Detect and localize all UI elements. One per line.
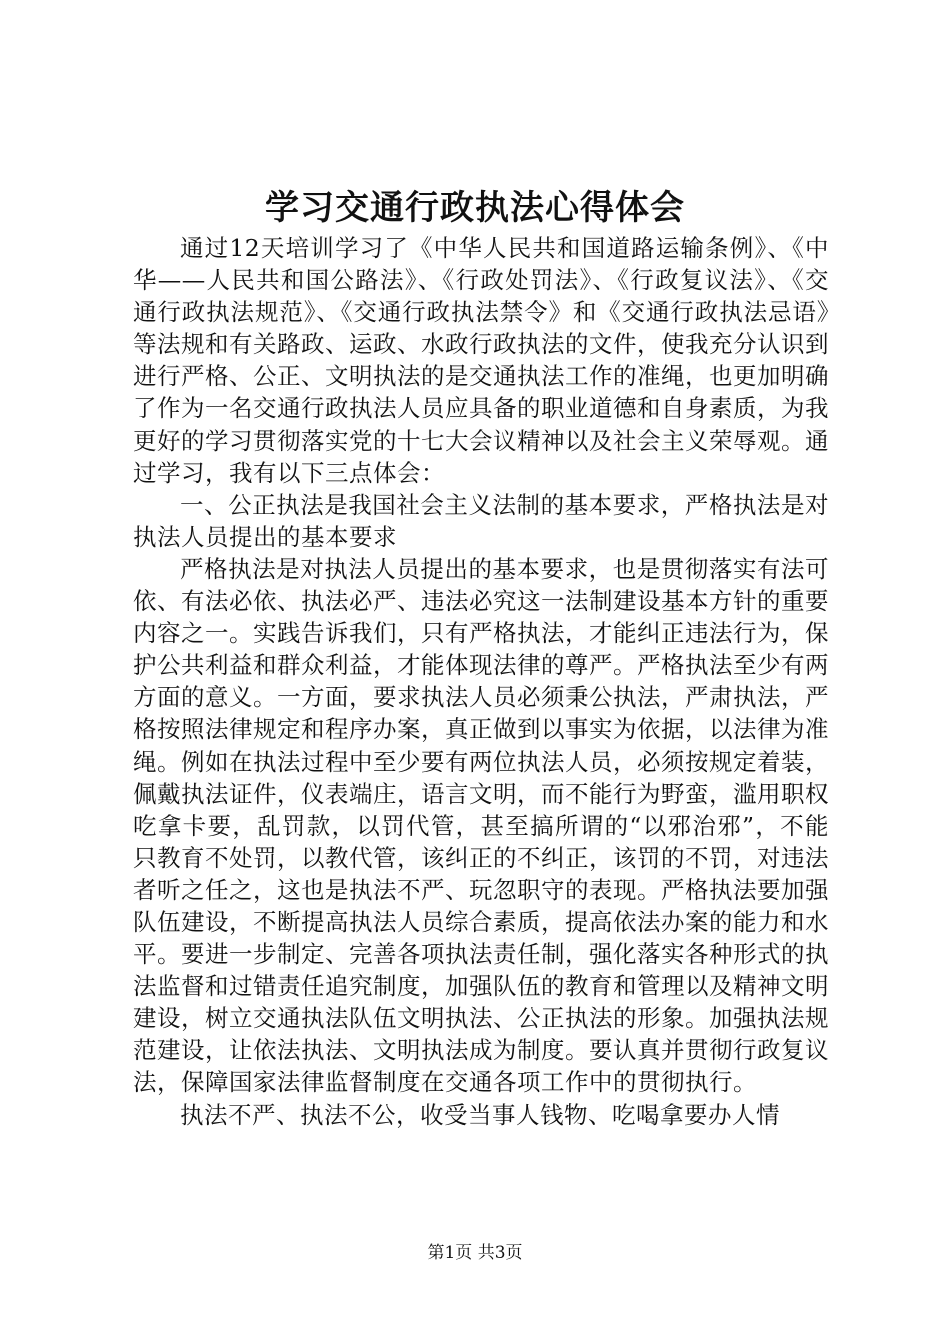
paragraph-heading-one: 一、公正执法是我国社会主义法制的基本要求，严格执法是对执法人员提出的基本要求 (133, 490, 829, 551)
paragraph-continuation: 执法不严、执法不公，收受当事人钱物、吃喝拿要办人情 (180, 1100, 780, 1129)
document-title: 学习交通行政执法心得体会 (265, 188, 685, 228)
paragraph-intro: 通过12天培训学习了《中华人民共和国道路运输条例》、《中华——人民共和国公路法》、《行政处罚法》、《行政复议法》、《交通行政执法规范》、《交通行政执法禁令》和《交通行政执法忌语》等法规和有关路政、运政、水政行政执法的文件，使我充分认识到进行严格、公正、文明执法的是交通执法工作的准绳，也更加明确了作为一名交通行政执法人员应具备的职业道德和自身素质，为我更好的学习贯彻落实党的十七大会议精神以及社会主义荣辱观。通过学习，我有以下三点体会： (133, 234, 829, 487)
document-body (133, 232, 829, 1131)
page-number-footer: 第1页 共3页 (427, 1243, 523, 1263)
paragraph-strict-enforcement: 严格执法是对执法人员提出的基本要求，也是贯彻落实有法可依、有法必依、执法必严、违法必究这一法制建设基本方针的重要内容之一。实践告诉我们，只有严格执法，才能纠正违法行为，保护公共利益和群众利益，才能体现法律的尊严。严格执法至少有两方面的意义。一方面，要求执法人员必须秉公执法，严肃执法，严格按照法律规定和程序办案，真正做到以事实为依据，以法律为准绳。例如在执法过程中至少要有两位执法人员，必须按规定着装，佩戴执法证件，仪表端庄，语言文明，而不能行为野蛮，滥用职权吃拿卡要，乱罚款，以罚代管，甚至搞所谓的“以邪治邪”，不能只教育不处罚，以教代管，该纠正的不纠正，该罚的不罚，对违法者听之任之，这也是执法不严、玩忽职守的表现。严格执法要加强队伍建设，不断提高执法人员综合素质，提高依法办案的能力和水平。要进一步制定、完善各项执法责任制，强化落实各种形式的执法监督和过错责任追究制度，加强队伍的教育和管理以及精神文明建设，树立交通执法队伍文明执法、公正执法的形象。加强执法规范建设，让依法执法、文明执法成为制度。要认真并贯彻行政复议法，保障国家法律监督制度在交通各项工作中的贯彻执行。 (133, 554, 829, 1097)
